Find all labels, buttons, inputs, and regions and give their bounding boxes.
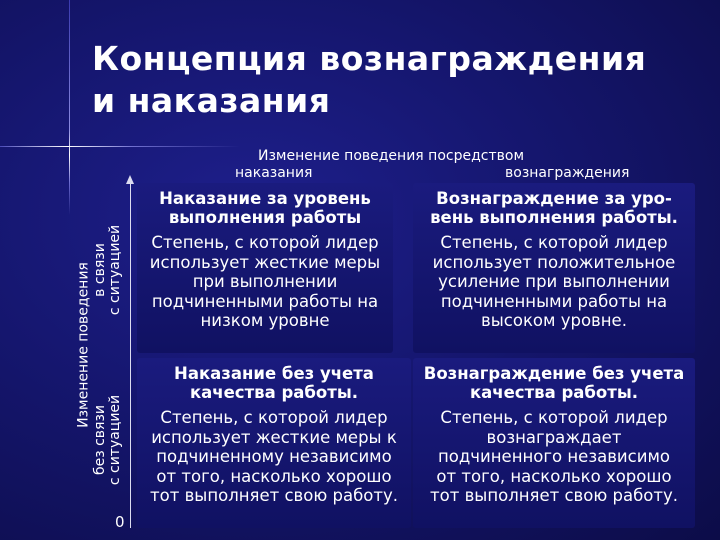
matrix-cell-punishment-performance bbox=[137, 183, 393, 353]
row-label-lower-line-1: без связи bbox=[92, 404, 108, 476]
cell-body-line: низком уровне bbox=[200, 311, 330, 330]
cell-body bbox=[413, 408, 695, 506]
matrix-cell-reward-unconditional bbox=[413, 358, 695, 528]
column-header-punishment: наказания bbox=[235, 165, 313, 181]
cell-heading bbox=[137, 364, 411, 402]
decorative-vertical-line bbox=[69, 0, 70, 215]
cell-heading bbox=[413, 364, 695, 402]
cell-heading-line: Наказание без учета bbox=[174, 364, 374, 383]
cell-body bbox=[137, 233, 393, 331]
cell-body-line: высоком уровне. bbox=[481, 311, 627, 330]
cell-body-line: Степень, с которой лидер bbox=[440, 233, 668, 252]
cell-body-line: использует жесткие меры bbox=[149, 252, 381, 272]
cell-body-line: подчиненными работы на bbox=[151, 291, 379, 311]
title-line-1: Концепция вознаграждения bbox=[92, 39, 647, 78]
cell-heading-line: выполнения работы bbox=[168, 208, 362, 227]
cell-heading-line: Вознаграждение за уро- bbox=[436, 189, 672, 208]
cell-heading bbox=[137, 189, 393, 227]
decorative-horizontal-line bbox=[0, 146, 240, 147]
matrix-cell-punishment-unconditional bbox=[137, 358, 411, 528]
cell-body-line: тот выполняет свою работу. bbox=[430, 486, 678, 505]
cell-body-line: от того, насколько хорошо bbox=[436, 466, 672, 486]
cell-body-line: вознаграждает bbox=[486, 427, 622, 447]
cell-heading-line: вень выполнения работы. bbox=[430, 208, 678, 227]
cell-body bbox=[137, 408, 411, 506]
cell-body-line: использует жесткие меры к bbox=[151, 427, 397, 447]
column-header-title: Изменение поведения посредством bbox=[258, 148, 524, 164]
title-line-2: и наказания bbox=[92, 81, 331, 120]
row-label-upper-line-2: с ситуацией bbox=[107, 224, 123, 316]
cell-heading-line: качества работы. bbox=[469, 383, 639, 402]
cell-heading-line: Наказание за уровень bbox=[159, 189, 371, 208]
cell-body-line: Степень, с которой лидер bbox=[440, 408, 668, 427]
cell-heading-line: качества работы. bbox=[189, 383, 359, 402]
row-label-lower-line-2: с ситуацией bbox=[107, 394, 123, 486]
cell-body-line: использует положительное bbox=[432, 252, 676, 272]
column-header-reward: вознаграждения bbox=[505, 165, 630, 181]
cell-heading bbox=[413, 189, 695, 227]
cell-body bbox=[413, 233, 695, 331]
column-header bbox=[140, 148, 720, 184]
cell-heading-line: Вознаграждение без учета bbox=[423, 364, 685, 383]
cell-body-line: Степень, с которой лидер bbox=[160, 408, 388, 427]
row-axis-title-text: Изменение поведения bbox=[75, 262, 92, 428]
page-title bbox=[92, 38, 646, 122]
cell-body-line: подчиненному независимо bbox=[156, 447, 392, 466]
vertical-axis-line bbox=[130, 183, 131, 528]
axis-origin-label: 0 bbox=[115, 513, 125, 531]
cell-body-line: подчиненного независимо bbox=[438, 447, 670, 466]
row-label-upper-line-1: в связи bbox=[92, 243, 108, 297]
cell-body-line: Степень, с которой лидер bbox=[151, 233, 379, 252]
cell-body-line: подчиненными работы на bbox=[440, 291, 668, 311]
cell-body-line: тот выполняет свою работу. bbox=[150, 486, 398, 505]
cell-body-line: усиление при выполнении bbox=[438, 272, 670, 291]
matrix-cell-reward-performance bbox=[413, 183, 695, 353]
cell-body-line: при выполнении bbox=[192, 272, 338, 291]
concept-matrix bbox=[137, 183, 695, 528]
cell-body-line: от того, насколько хорошо bbox=[156, 466, 392, 486]
